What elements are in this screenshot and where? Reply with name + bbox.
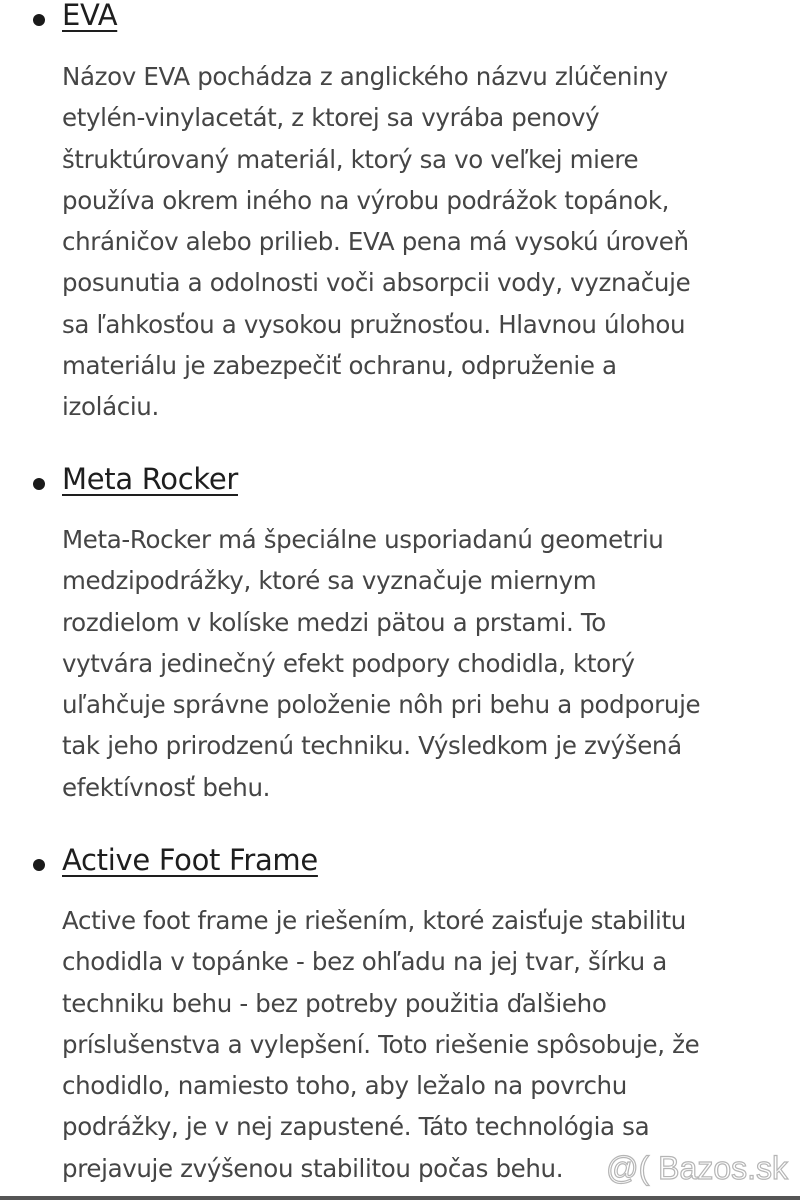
section-active-foot-frame-description bbox=[62, 900, 792, 1189]
bullet-icon bbox=[33, 478, 45, 490]
bazos-watermark: @( Bazos.sk bbox=[606, 1150, 788, 1186]
section-title-meta-rocker[interactable]: Meta Rocker bbox=[62, 462, 238, 496]
text-line: chráničov alebo prilieb. EVA pena má vysokú úroveň bbox=[62, 227, 689, 257]
text-line: sa ľahkosťou a vysokou pružnosťou. Hlavnou úlohou bbox=[62, 309, 686, 339]
text-line: tak jeho prirodzenú techniku. Výsledkom je zvýšená bbox=[62, 731, 682, 761]
text-line: uľahčuje správne položenie nôh pri behu a podporuje bbox=[62, 690, 701, 720]
bullet-icon bbox=[33, 14, 45, 26]
text-line: chodidlo, namiesto toho, aby ležalo na povrchu bbox=[62, 1071, 627, 1101]
text-line: štruktúrovaný materiál, ktorý sa vo veľkej miere bbox=[62, 144, 639, 174]
section-title-active-foot-frame[interactable]: Active Foot Frame bbox=[62, 843, 318, 877]
text-line: Meta-Rocker má špeciálne usporiadanú geometriu bbox=[62, 525, 664, 554]
section-meta-rocker-description bbox=[62, 519, 792, 808]
text-line: Názov EVA pochádza z anglického názvu zlúčeniny bbox=[62, 62, 668, 91]
text-line: medzipodrážky, ktoré sa vyznačuje miernym bbox=[62, 566, 597, 596]
text-line: techniku behu - bez potreby použitia ďalšieho bbox=[62, 988, 607, 1018]
text-line: etylén-vinylacetát, z ktorej sa vyrába penový bbox=[62, 103, 600, 133]
text-line: vytvára jedinečný efekt podpory chodidla, ktorý bbox=[62, 648, 635, 678]
text-line: efektívnosť behu. bbox=[62, 772, 271, 802]
text-line: prejavuje zvýšenou stabilitou počas behu. bbox=[62, 1153, 564, 1183]
text-line: príslušenstva a vylepšení. Toto riešenie spôsobuje, že bbox=[62, 1029, 700, 1059]
bottom-border bbox=[0, 1196, 800, 1200]
text-line: materiálu je zabezpečiť ochranu, odpruženie a bbox=[62, 351, 617, 381]
text-line: podrážky, je v nej zapustené. Táto technológia sa bbox=[62, 1112, 650, 1142]
text-line: chodidla v topánke - bez ohľadu na jej tvar, šírku a bbox=[62, 947, 667, 977]
section-eva-description bbox=[62, 56, 792, 428]
section-title-eva[interactable]: EVA bbox=[62, 0, 118, 32]
bullet-icon bbox=[33, 859, 45, 871]
text-line: izoláciu. bbox=[62, 392, 159, 422]
text-line: posunutia a odolnosti voči absorpcii vody, vyznačuje bbox=[62, 268, 691, 298]
text-line: rozdielom v kolíske medzi pätou a prstami. To bbox=[62, 607, 606, 637]
text-line: používa okrem iného na výrobu podrážok topánok, bbox=[62, 185, 670, 215]
text-line: Active foot frame je riešením, ktoré zaisťuje stabilitu bbox=[62, 906, 686, 935]
